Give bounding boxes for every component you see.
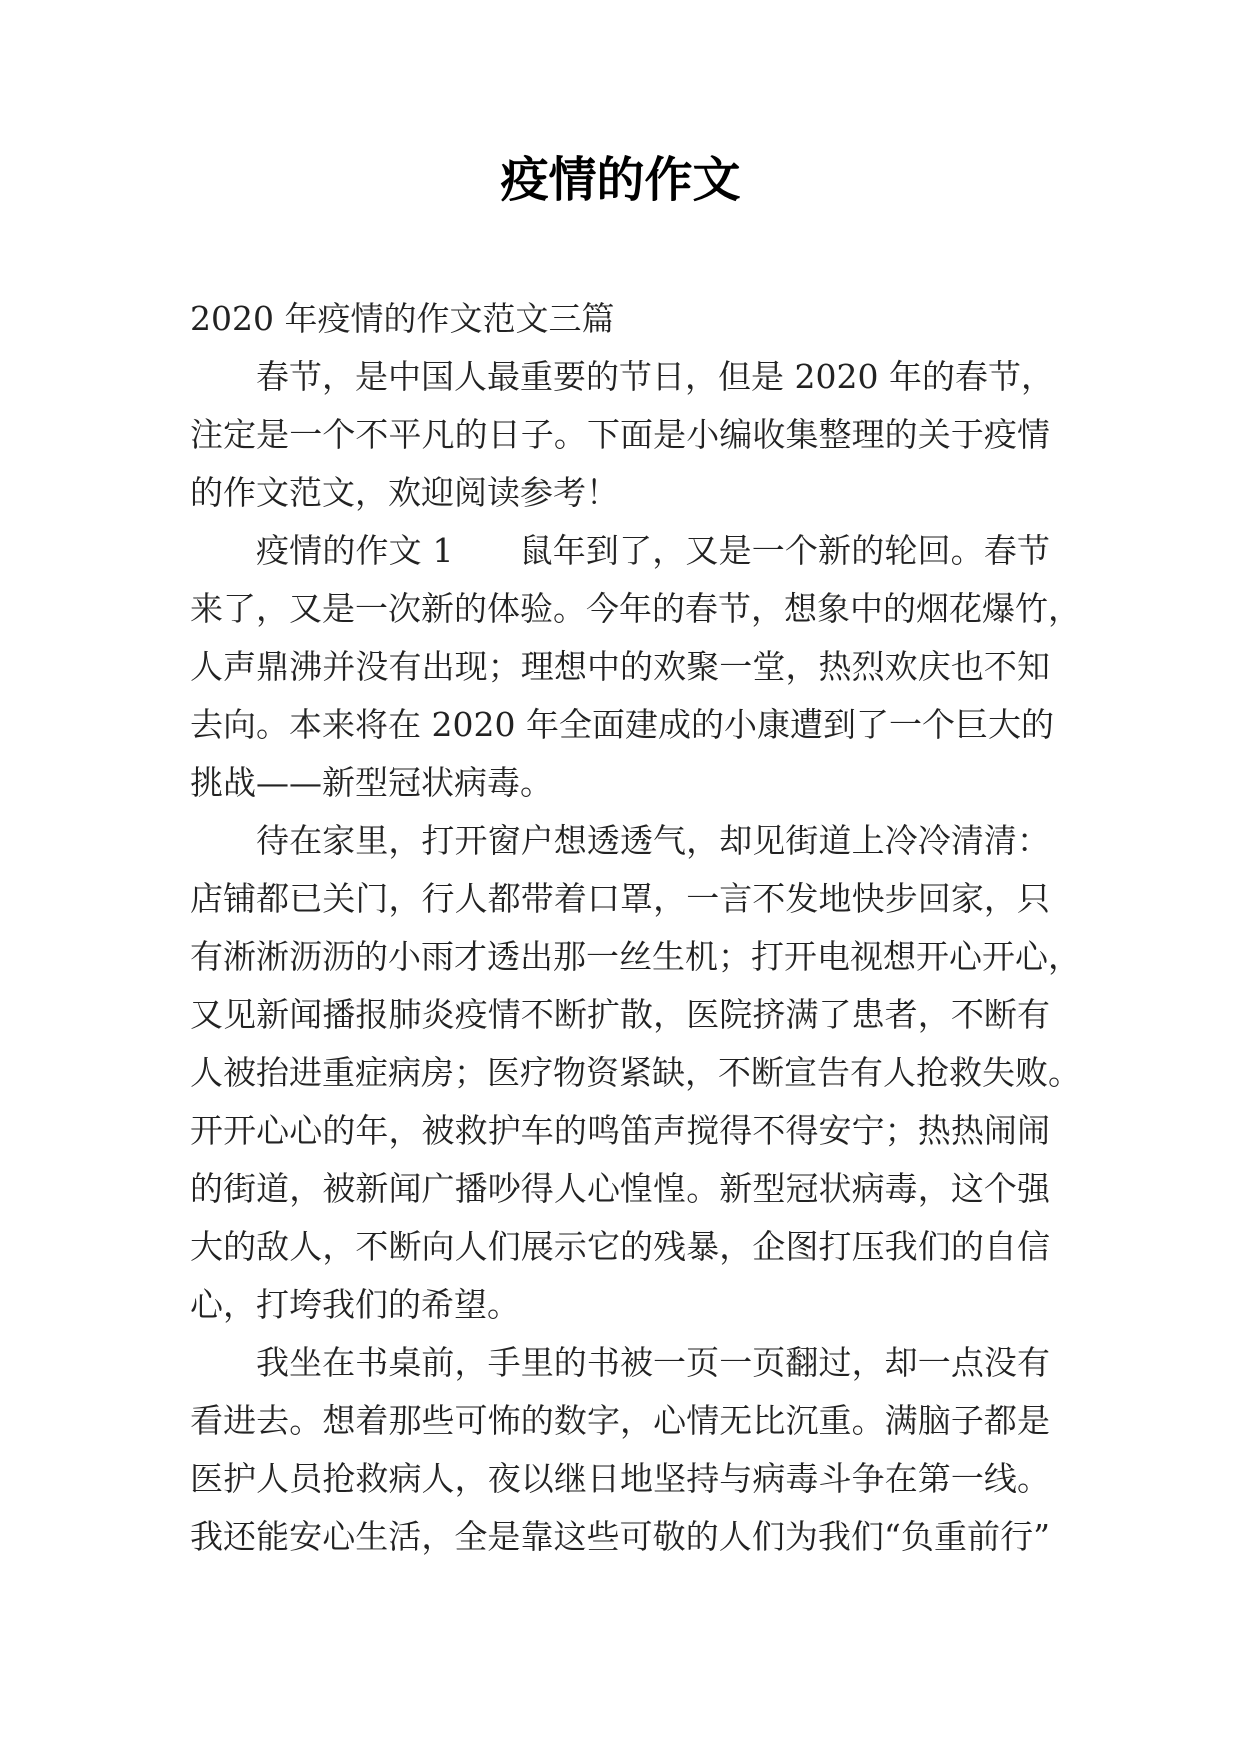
paragraph-line: 有淅淅沥沥的小雨才透出那一丝生机；打开电视想开心开心，: [190, 937, 1081, 976]
paragraph-line: 春节，是中国人最重要的节日，但是 2020 年的春节，: [256, 357, 1054, 396]
paragraph-line: 的街道，被新闻广播吵得人心惶惶。新型冠状病毒，这个强: [190, 1169, 1050, 1208]
paragraph-line: 待在家里，打开窗户想透透气，却见街道上冷冷清清：: [256, 821, 1050, 860]
paragraph-line: 注定是一个不平凡的日子。下面是小编收集整理的关于疫情: [190, 415, 1050, 454]
paragraph-line: 去向。本来将在 2020 年全面建成的小康遭到了一个巨大的: [190, 705, 1054, 744]
paragraph-line-text: 鼠年到了，又是一个新的轮回。春节: [519, 531, 1050, 570]
paragraph-line: 看进去。想着那些可怖的数字，心情无比沉重。满脑子都是: [190, 1401, 1050, 1440]
document-subtitle: 2020 年疫情的作文范文三篇: [190, 299, 615, 338]
document-title: 疫情的作文: [500, 152, 741, 208]
paragraph-line: 又见新闻播报肺炎疫情不断扩散，医院挤满了患者，不断有: [190, 995, 1050, 1034]
paragraph-line: 开开心心的年，被救护车的鸣笛声搅得不得安宁；热热闹闹: [190, 1111, 1050, 1150]
paragraph-line: 挑战——新型冠状病毒。: [190, 763, 553, 802]
paragraph-line: 来了，又是一次新的体验。今年的春节，想象中的烟花爆竹，: [190, 589, 1081, 628]
paragraph-line: 心，打垮我们的希望。: [190, 1285, 520, 1324]
document-body: [190, 290, 1081, 1566]
paragraph-line: 人声鼎沸并没有出现；理想中的欢聚一堂，热烈欢庆也不知: [190, 647, 1050, 686]
paragraph-line: 我坐在书桌前，手里的书被一页一页翻过，却一点没有: [256, 1343, 1050, 1382]
paragraph-line-with-heading: [190, 522, 1050, 580]
paragraph-line: 店铺都已关门，行人都带着口罩，一言不发地快步回家，只: [190, 879, 1050, 918]
paragraph-line: 的作文范文，欢迎阅读参考！: [190, 473, 619, 512]
section-heading: 疫情的作文 1: [256, 531, 454, 570]
paragraph-line: 医护人员抢救病人，夜以继日地坚持与病毒斗争在第一线。: [190, 1459, 1050, 1498]
paragraph-line: 人被抬进重症病房；医疗物资紧缺，不断宣告有人抢救失败。: [190, 1053, 1081, 1092]
paragraph-line: 我还能安心生活，全是靠这些可敬的人们为我们“负重前行”: [190, 1517, 1050, 1556]
paragraph-line: 大的敌人，不断向人们展示它的残暴，企图打压我们的自信: [190, 1227, 1050, 1266]
